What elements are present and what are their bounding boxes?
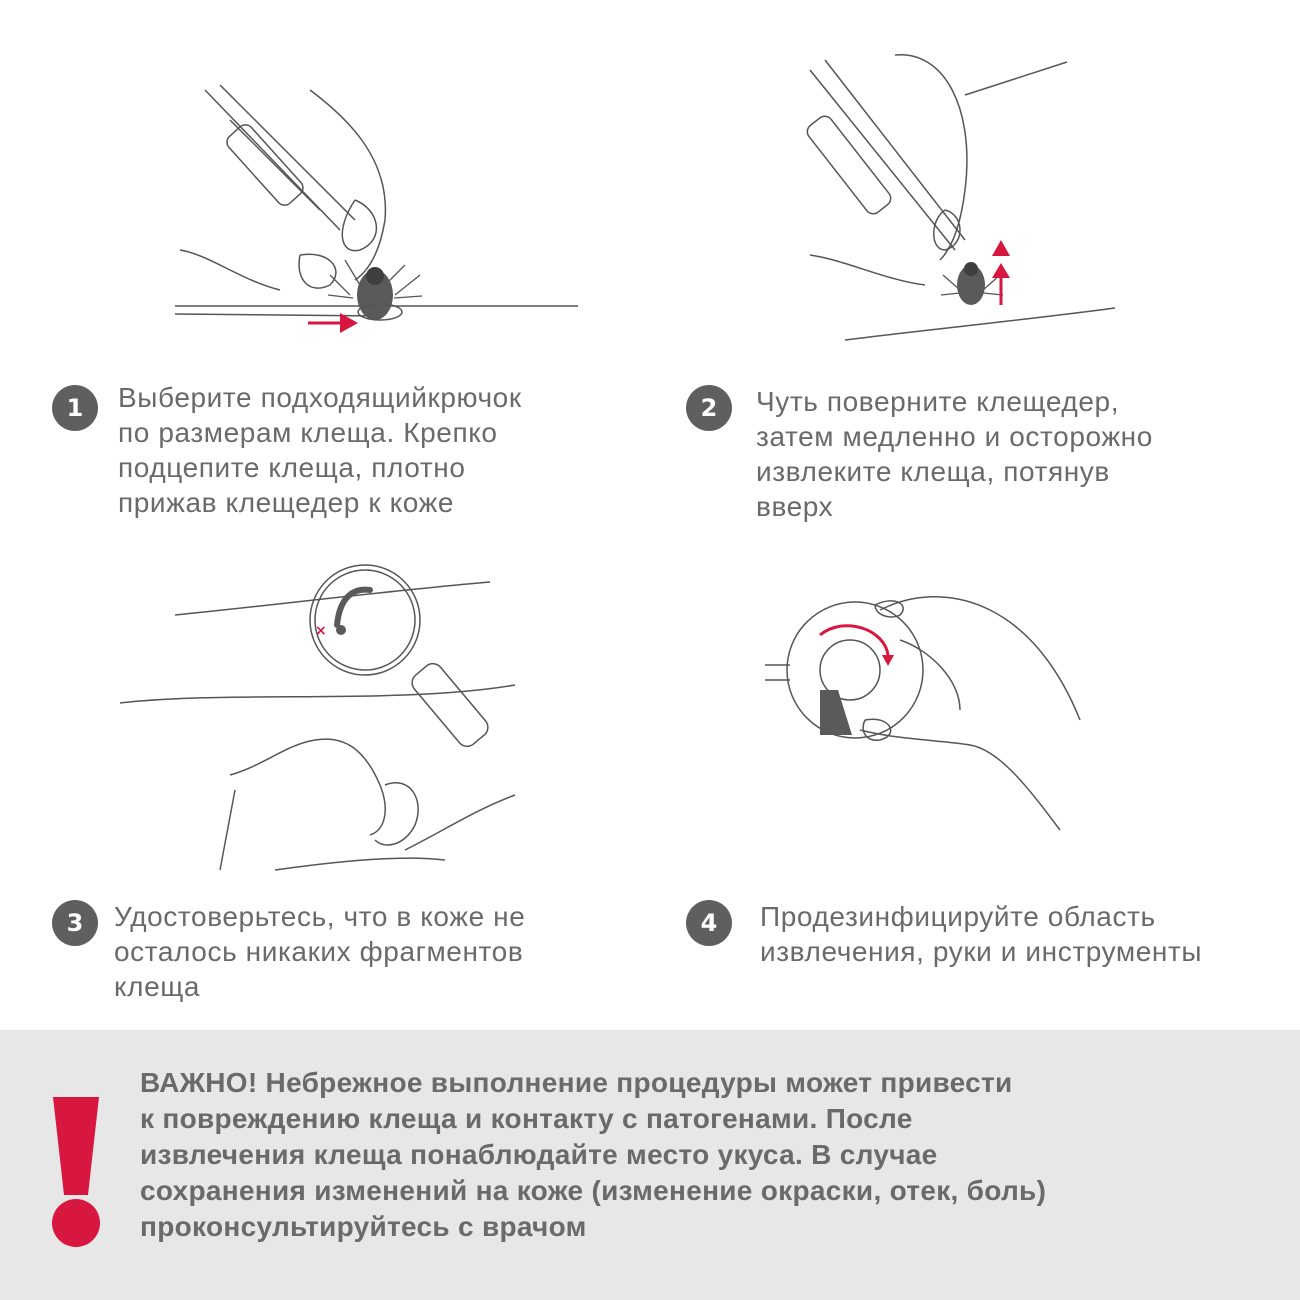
step-1-illustration bbox=[170, 80, 590, 350]
step-1-badge: 1 bbox=[52, 385, 98, 431]
step-2-text: Чуть поверните клещедер, затем медленно и осторожно извлеките клеща, потянув вверх bbox=[756, 386, 1153, 522]
step-4-text: Продезинфицируйте область извлечения, руки и инструменты bbox=[760, 901, 1203, 967]
step-3-illustration bbox=[115, 560, 535, 880]
svg-text:×: × bbox=[315, 623, 327, 639]
warning-text: ВАЖНО! Небрежное выполнение процедуры может привести к повреждению клеща и контакту с патогенами. После извлечения клеща понаблюдайте место укуса. В случае сохранения изменений на коже (изменение окраски, отек, боль) проконсультируйтесь с врачом bbox=[140, 1067, 1047, 1242]
step-1-text: Выберите подходящийкрючок по размерам клеща. Крепко подцепите клеща, плотно прижав клещедер к коже bbox=[118, 382, 522, 518]
step-4-illustration bbox=[760, 590, 1100, 850]
warning-panel bbox=[0, 1030, 1300, 1300]
step-3-badge: 3 bbox=[52, 900, 98, 946]
step-4-badge: 4 bbox=[686, 900, 732, 946]
step-3-text: Удостоверьтесь, что в коже не осталось никаких фрагментов клеща bbox=[114, 901, 526, 1002]
exclamation-icon bbox=[50, 1095, 102, 1260]
step-2-illustration bbox=[805, 50, 1125, 350]
step-2-badge: 2 bbox=[686, 385, 732, 431]
